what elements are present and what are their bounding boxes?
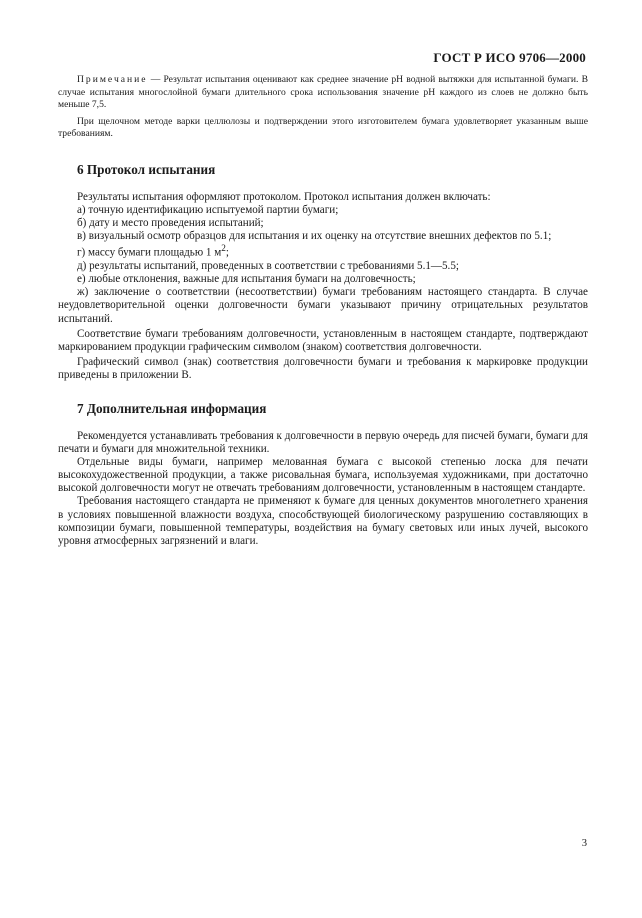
list-item-e: е) любые отклонения, важные для испытания бумаги на долговечность;	[77, 273, 416, 286]
page-number: 3	[581, 838, 587, 849]
list-item-d: д) результаты испытаний, проведенных в соответствии с требованиями 5.1—5.5;	[77, 260, 459, 273]
section-6-paragraph-2: Графический символ (знак) соответствия долговечности бумаги и требования к маркировке продукции приведены в приложении В.	[58, 355, 588, 381]
note-paragraph-2: При щелочном методе варки целлюлозы и подтверждении этого изготовителем бумага удовлетворяет указанным выше требованиям.	[58, 115, 588, 140]
section-7-paragraph-1: Рекомендуется устанавливать требования к долговечности в первую очередь для писчей бумаги, бумаги для печати и бумаги для множительной техники.	[58, 429, 588, 456]
note-block	[58, 74, 588, 141]
list-item-v: в) визуальный осмотр образцов для испытания и их оценку на отсутствие внешних дефектов по 5.1;	[77, 230, 552, 243]
section-6-body	[58, 191, 588, 382]
list-item-a: а) точную идентификацию испытуемой партии бумаги;	[77, 204, 339, 217]
section-7-paragraph-2: Отдельные виды бумаги, например мелованная бумага с высокой степенью лоска для печати высокохудожественной продукции, а также рисовальная бумага, используемая художниками, при достаточно высокой долговечности могут не отвечать требованиям долговечности, установленным в настоящем стандарте.	[58, 456, 588, 495]
superscript: 2	[221, 244, 226, 255]
document-header: ГОСТ Р ИСО 9706—2000	[433, 50, 586, 65]
list-item-g	[58, 243, 588, 260]
list-item-zh: ж) заключение о соответствии (несоответствии) бумаги требованиям настоящего стандарта. В случае неудовлетворительной оценки долговечности бумаги указывают причину отрицательных результатов испытаний.	[58, 286, 588, 325]
note-paragraph	[58, 74, 588, 112]
list-item-g-end: ;	[225, 247, 229, 260]
section-6-paragraph-1: Соответствие бумаги требованиям долговечности, установленным в настоящем стандарте, подтверждают маркированием продукции графическим символом (знаком) соответствия долговечности.	[58, 327, 588, 353]
section-7-heading: 7 Дополнительная информация	[77, 400, 267, 416]
section-6-heading: 6 Протокол испытания	[77, 161, 216, 177]
page-content	[58, 74, 588, 548]
note-text: — Результат испытания оценивают как среднее значение pH водной вытяжки для испытанной бумаги. В случае испытания многослойной бумаги длительного срока использования значение pH каждого из слоев не должно быть меньше 7,5.	[58, 74, 588, 111]
list-item-g-text: г) массу бумаги площадью 1 м	[77, 247, 222, 260]
note-lead: Примечание	[77, 74, 148, 85]
section-7-body	[58, 430, 588, 548]
section-7-paragraph-3: Требования настоящего стандарта не применяют к бумаге для ценных документов многолетнего хранения в условиях повышенной влажности воздуха, способствующей биологическому разрушению составляющих в композиции бумаги, повышенной температуры, воздействия на бумагу световых или иных лучей, высокого уровня атмосферных загрязнений и влаги.	[58, 495, 588, 547]
list-item-b: б) дату и место проведения испытаний;	[77, 217, 264, 230]
section-6-intro: Результаты испытания оформляют протоколом. Протокол испытания должен включать:	[77, 190, 491, 203]
